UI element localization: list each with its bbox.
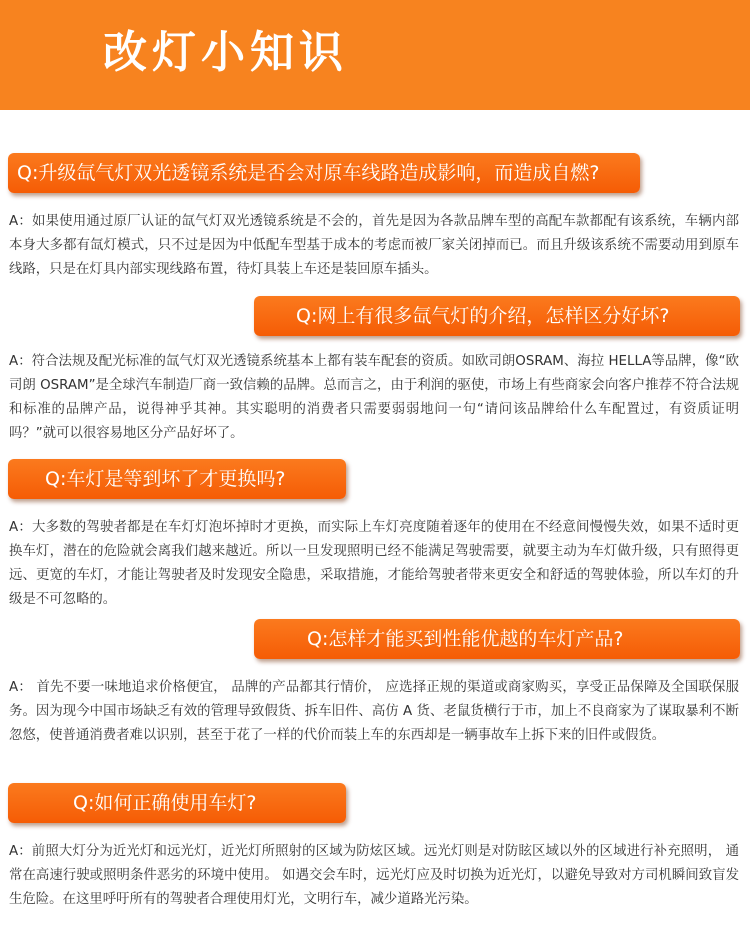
question-3-bar: Q:车灯是等到坏了才更换吗? — [8, 459, 346, 499]
page-title: 改灯小知识 — [103, 27, 348, 78]
answer-2-text: A：符合法规及配光标准的氙气灯双光透镜系统基本上都有装车配套的资质。如欧司朗OSRAM、海拉 HELLA等品牌，像“欧司朗 OSRAM”是全球汽车制造厂商一致信赖的品牌。总而言之，由于利润的驱使，市场上有些商家会向客户推荐不符合法规和标准的品牌产品，说得神乎其神。其实聪明的消费者只需要弱弱地问一句“请问该品牌给什么车配置过，有资质证明吗？”就可以很容易地区分产品好坏了。 — [9, 354, 739, 441]
question-5-bar: Q:如何正确使用车灯? — [8, 783, 346, 823]
answer-5-text: A：前照大灯分为近光灯和远光灯，近光灯所照射的区域为防炫区域。远光灯则是对防眩区域以外的区域进行补充照明， 通常在高速行驶或照明条件恶劣的环境中使用。 如遇交会车时，远光灯应及时切换为近光灯，以避免导致对方司机瞬间致盲发生危险。在这里呼吁所有的驾驶者合理使用灯光，文明行车，减少道路光污染。 — [9, 844, 739, 907]
answer-4-text: A： 首先不要一味地追求价格便宜， 品牌的产品都其行情价， 应选择正规的渠道或商家购买，享受正品保障及全国联保服务。因为现今中国市场缺乏有效的管理导致假货、拆车旧件、高仿 A 货、老鼠货横行于市，加上不良商家为了谋取暴利不断忽悠，使普通消费者难以识别，甚至于花了一样的代价而装上车的东西却是一辆事故车上拆下来的旧件或假货。 — [9, 680, 739, 743]
question-1-bar: Q:升级氙气灯双光透镜系统是否会对原车线路造成影响，而造成自燃? — [8, 153, 640, 193]
header-banner — [0, 0, 750, 110]
answer-1-text: A：如果使用通过原厂认证的氙气灯双光透镜系统是不会的，首先是因为各款品牌车型的高配车款都配有该系统，车辆内部本身大多都有氙灯模式，只不过是因为中低配车型基于成本的考虑而被厂家关闭掉而已。而且升级该系统不需要动用到原车线路，只是在灯具内部实现线路布置，待灯具装上车还是装回原车插头。 — [9, 214, 739, 277]
answer-3-text: A：大多数的驾驶者都是在车灯灯泡坏掉时才更换，而实际上车灯亮度随着逐年的使用在不经意间慢慢失效，如果不适时更换车灯，潜在的危险就会离我们越来越近。所以一旦发现照明已经不能满足驾驶需要，就要主动为车灯做升级，只有照得更远、更宽的车灯，才能让驾驶者及时发现安全隐患，采取措施，才能给驾驶者带来更安全和舒适的驾驶体验，所以车灯的升级是不可忽略的。 — [9, 520, 739, 607]
question-4-bar: Q:怎样才能买到性能优越的车灯产品? — [254, 619, 740, 659]
question-2-bar: Q:网上有很多氙气灯的介绍，怎样区分好坏? — [254, 296, 740, 336]
